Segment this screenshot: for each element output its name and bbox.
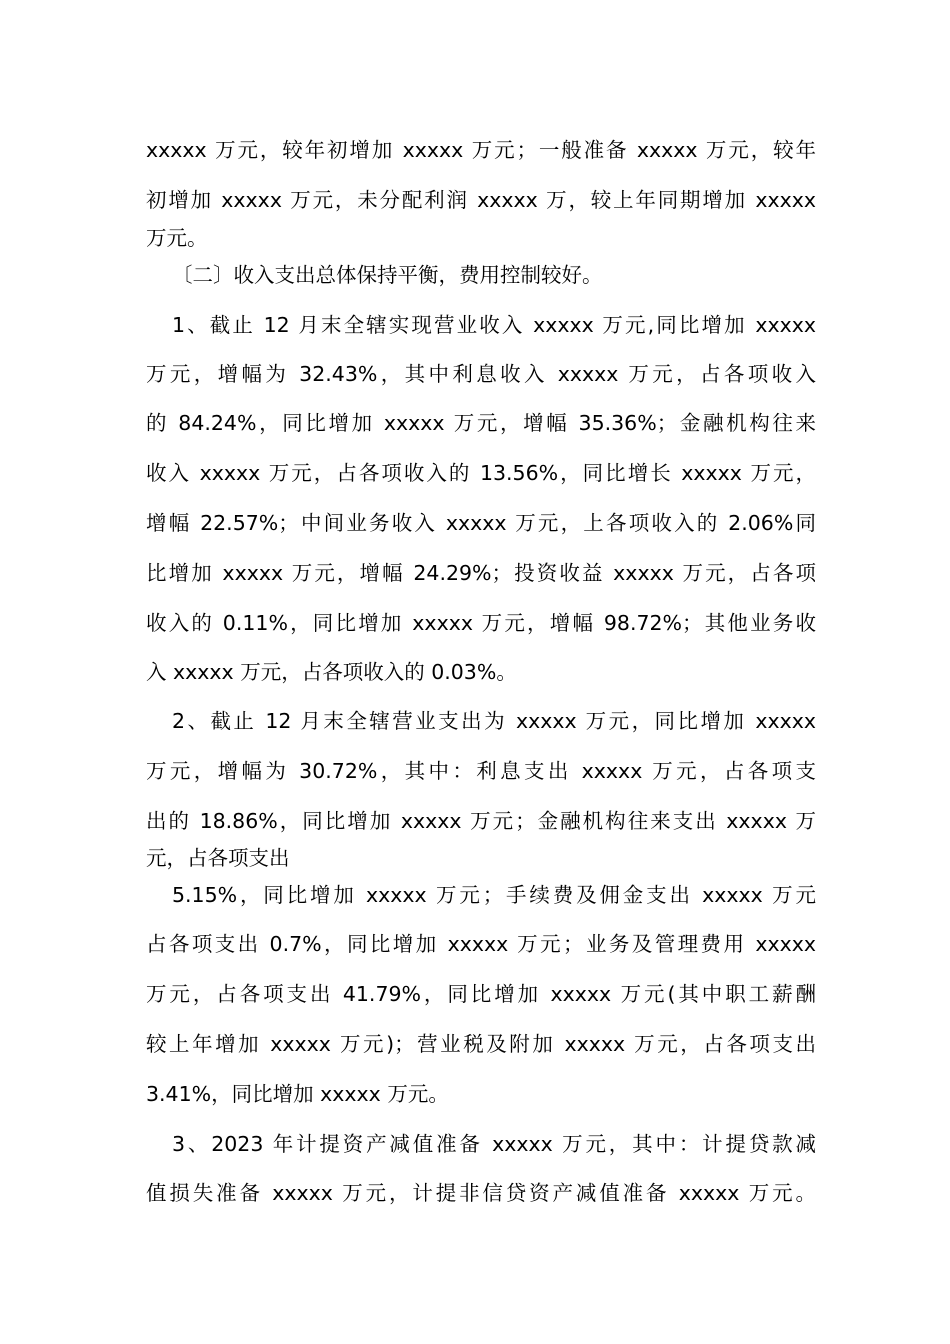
paragraph-line: 3.41%，同比增加 xxxxx 万元。 (146, 1082, 449, 1106)
paragraph-line: 出的 18.86%，同比增加 xxxxx 万元；金融机构往来支出 xxxxx 万 (146, 809, 816, 833)
paragraph-line: 元，占各项支出 (146, 846, 290, 870)
paragraph-line: 万元，增幅为 32.43%，其中利息收入 xxxxx 万元，占各项收入 (146, 362, 816, 386)
paragraph-line: 1、截止 12 月末全辖实现营业收入 xxxxx 万元,同比增加 xxxxx (172, 313, 816, 337)
paragraph-line: 2、截止 12 月末全辖营业支出为 xxxxx 万元，同比增加 xxxxx (172, 709, 816, 733)
paragraph-line: 值损失准备 xxxxx 万元，计提非信贷资产减值准备 xxxxx 万元。 (146, 1181, 816, 1205)
section-heading: 〔二〕收入支出总体保持平衡，费用控制较好。 (172, 263, 603, 287)
paragraph-line: xxxxx 万元，较年初增加 xxxxx 万元；一般准备 xxxxx 万元，较年 (146, 138, 816, 162)
paragraph-line: 初增加 xxxxx 万元，未分配利润 xxxxx 万，较上年同期增加 xxxxx (146, 188, 816, 212)
paragraph-line: 收入的 0.11%，同比增加 xxxxx 万元，增幅 98.72%；其他业务收 (146, 611, 816, 635)
paragraph-line: 收入 xxxxx 万元，占各项收入的 13.56%，同比增长 xxxxx 万元， (146, 461, 816, 485)
paragraph-line: 增幅 22.57%；中间业务收入 xxxxx 万元，上各项收入的 2.06%同 (146, 511, 816, 535)
paragraph-line: 比增加 xxxxx 万元，增幅 24.29%；投资收益 xxxxx 万元，占各项 (146, 561, 816, 585)
paragraph-line: 3、2023 年计提资产减值准备 xxxxx 万元，其中：计提贷款减 (172, 1132, 816, 1156)
paragraph-line: 万元，占各项支出 41.79%，同比增加 xxxxx 万元(其中职工薪酬 (146, 982, 816, 1006)
paragraph-line: 万元。 (146, 226, 208, 250)
paragraph-line: 入 xxxxx 万元，占各项收入的 0.03%。 (146, 660, 517, 684)
paragraph-line: 5.15%，同比增加 xxxxx 万元；手续费及佣金支出 xxxxx 万元 (172, 883, 816, 907)
paragraph-line: 较上年增加 xxxxx 万元)；营业税及附加 xxxxx 万元，占各项支出 (146, 1032, 816, 1056)
paragraph-line: 占各项支出 0.7%，同比增加 xxxxx 万元；业务及管理费用 xxxxx (146, 932, 816, 956)
paragraph-line: 万元，增幅为 30.72%，其中：利息支出 xxxxx 万元，占各项支 (146, 759, 816, 783)
paragraph-line: 的 84.24%，同比增加 xxxxx 万元，增幅 35.36%；金融机构往来 (146, 411, 816, 435)
